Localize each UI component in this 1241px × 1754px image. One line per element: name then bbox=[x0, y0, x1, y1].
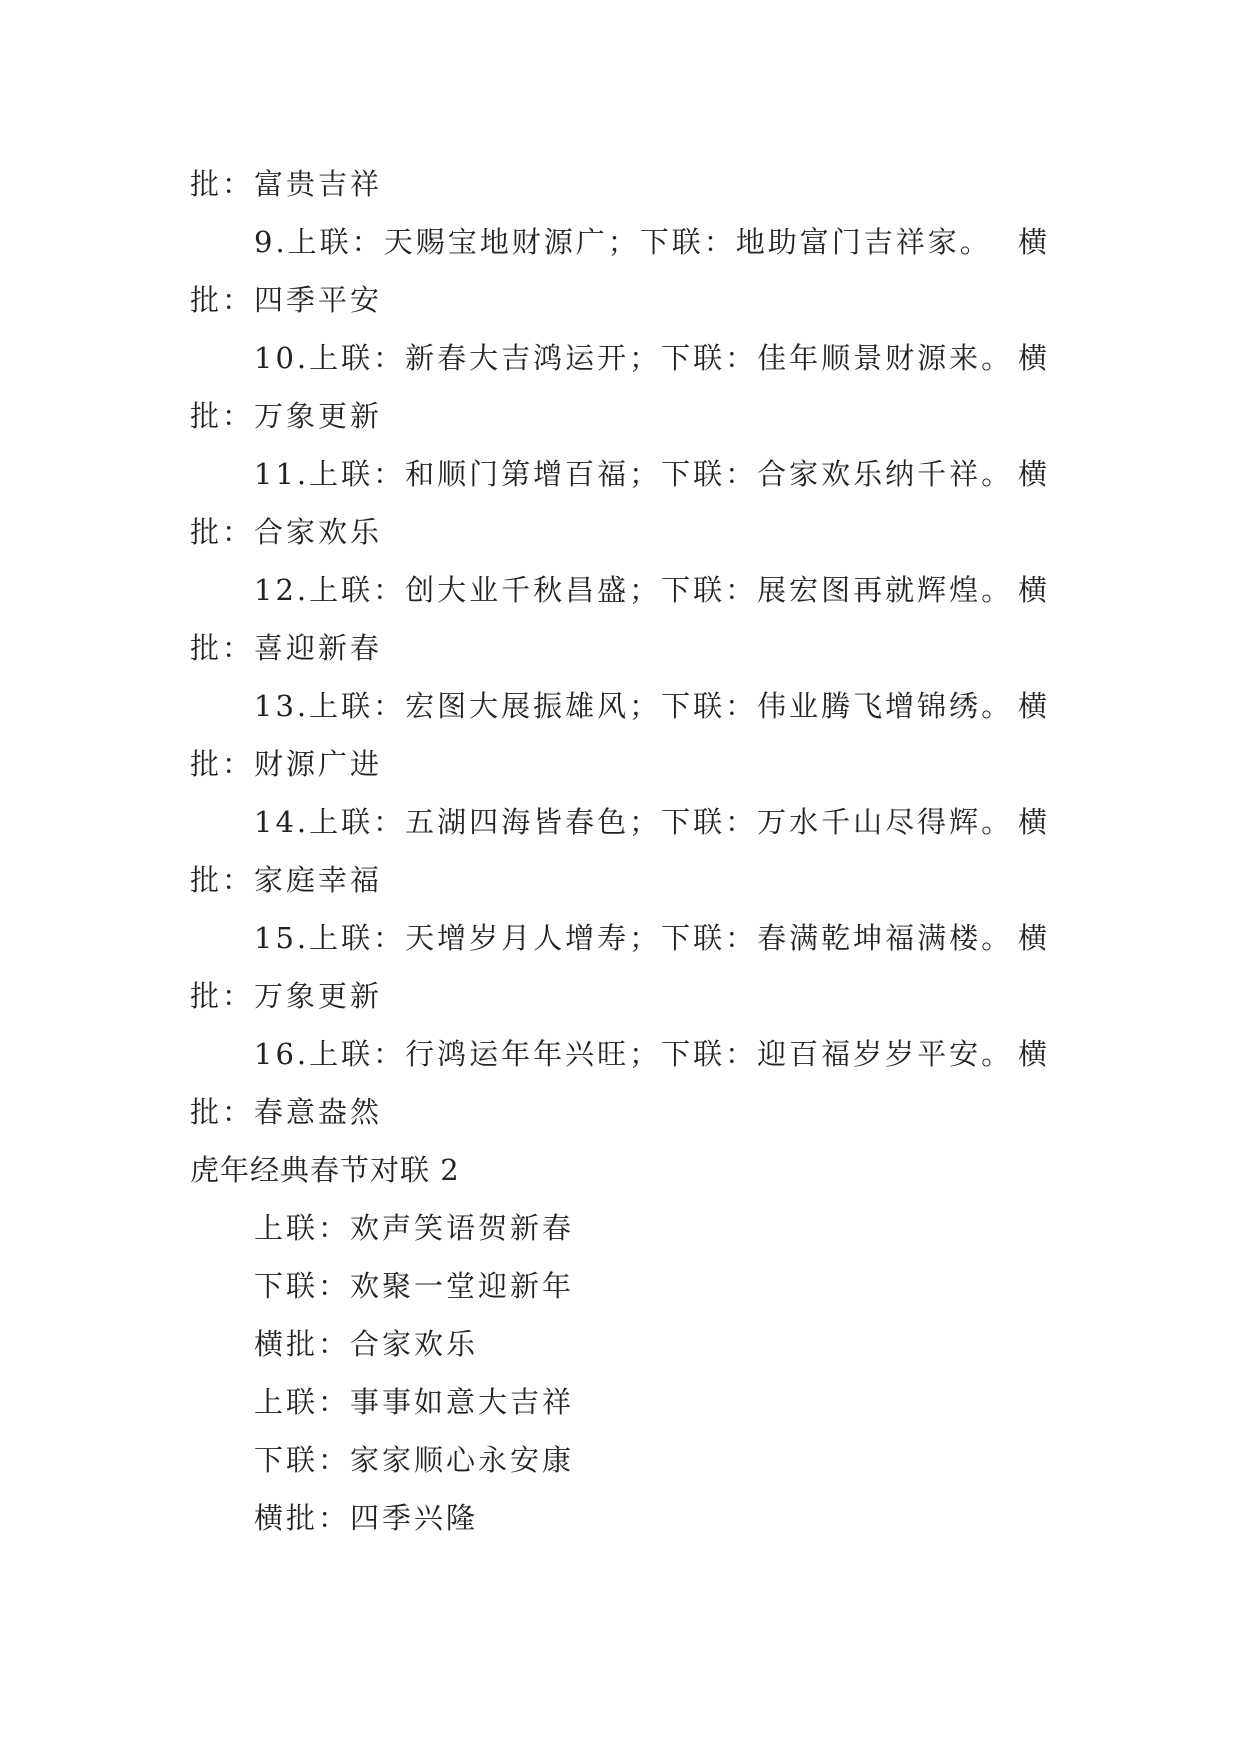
couplet-text bbox=[254, 445, 1013, 503]
couplet-main-line bbox=[190, 445, 1050, 503]
couplet-entry bbox=[190, 1025, 1050, 1141]
couplet-heng-tail: 横 bbox=[1017, 341, 1050, 375]
couplet-xia: 伟业腾飞增锦绣。 bbox=[757, 689, 1014, 723]
couplet-num: 9. bbox=[254, 225, 288, 259]
couplet-xia: 佳年顺景财源来。 bbox=[757, 341, 1014, 375]
section-lines bbox=[190, 1199, 1050, 1547]
couplet-heng-tail: 横 bbox=[1017, 689, 1050, 723]
couplet-shang: 天赐宝地财源广； bbox=[383, 225, 640, 259]
couplet-text bbox=[254, 793, 1013, 851]
couplet-heng-continuation: 批：四季平安 bbox=[190, 283, 383, 317]
couplet-shang: 五湖四海皆春色； bbox=[405, 805, 662, 839]
couplet-heng-continuation: 批：合家欢乐 bbox=[190, 515, 383, 549]
couplet-xia: 合家欢乐纳千祥。 bbox=[757, 457, 1014, 491]
couplet-shang-label: 上联： bbox=[309, 1037, 406, 1071]
couplet-heng-continuation: 批：万象更新 bbox=[190, 399, 383, 433]
section-line: 下联：欢聚一堂迎新年 bbox=[254, 1269, 575, 1303]
couplet-shang-label: 上联： bbox=[309, 341, 406, 375]
couplet-entry bbox=[190, 213, 1050, 329]
couplet-heng-continuation: 批：喜迎新春 bbox=[190, 631, 383, 665]
couplet-xia: 万水千山尽得辉。 bbox=[757, 805, 1014, 839]
couplet-heng-tail: 横 bbox=[1017, 457, 1050, 491]
couplet-main-line bbox=[190, 793, 1050, 851]
couplet-xia-label: 下联： bbox=[639, 225, 736, 259]
couplet-xia-label: 下联： bbox=[661, 1037, 758, 1071]
couplet-num: 16. bbox=[254, 1037, 310, 1071]
couplet-xia-label: 下联： bbox=[661, 573, 758, 607]
couplet-xia-label: 下联： bbox=[661, 805, 758, 839]
section-heading: 虎年经典春节对联 2 bbox=[190, 1153, 460, 1187]
couplet-main-line bbox=[190, 1025, 1050, 1083]
document-page bbox=[190, 155, 1050, 1547]
couplet-heng-continuation: 批：春意盎然 bbox=[190, 1095, 383, 1129]
couplet-shang: 天增岁月人增寿； bbox=[405, 921, 662, 955]
couplet-shang: 宏图大展振雄风； bbox=[405, 689, 662, 723]
couplet-heng-tail: 横 bbox=[1017, 1037, 1050, 1071]
continuation-line: 批：富贵吉祥 bbox=[190, 167, 383, 201]
couplet-shang-label: 上联： bbox=[309, 573, 406, 607]
couplet-shang-label: 上联： bbox=[309, 689, 406, 723]
couplet-entry bbox=[190, 561, 1050, 677]
couplet-num: 15. bbox=[254, 921, 310, 955]
couplet-entry bbox=[190, 793, 1050, 909]
couplet-heng-continuation: 批：家庭幸福 bbox=[190, 863, 383, 897]
couplet-shang-label: 上联： bbox=[309, 805, 406, 839]
couplet-shang: 新春大吉鸿运开； bbox=[405, 341, 662, 375]
section-line: 上联：欢声笑语贺新春 bbox=[254, 1211, 575, 1245]
couplet-shang: 和顺门第增百福； bbox=[405, 457, 662, 491]
couplet-num: 10. bbox=[254, 341, 310, 375]
couplet-heng-tail: 横 bbox=[1017, 225, 1050, 259]
couplet-heng-tail: 横 bbox=[1017, 573, 1050, 607]
section-line: 横批：合家欢乐 bbox=[254, 1327, 479, 1361]
couplet-xia-label: 下联： bbox=[661, 457, 758, 491]
couplet-main-line bbox=[190, 909, 1050, 967]
couplet-shang: 创大业千秋昌盛； bbox=[405, 573, 662, 607]
section-line: 上联：事事如意大吉祥 bbox=[254, 1385, 575, 1419]
couplet-heng-tail: 横 bbox=[1017, 921, 1050, 955]
couplet-shang-label: 上联： bbox=[309, 921, 406, 955]
couplet-xia: 迎百福岁岁平安。 bbox=[757, 1037, 1014, 1071]
couplet-xia: 地助富门吉祥家。 bbox=[735, 225, 992, 259]
section-line: 横批：四季兴隆 bbox=[254, 1501, 479, 1535]
couplet-entry bbox=[190, 329, 1050, 445]
couplet-entry bbox=[190, 445, 1050, 561]
couplet-num: 14. bbox=[254, 805, 310, 839]
couplet-num: 13. bbox=[254, 689, 310, 723]
couplet-entry bbox=[190, 909, 1050, 1025]
couplet-xia: 展宏图再就辉煌。 bbox=[757, 573, 1014, 607]
couplet-main-line bbox=[190, 677, 1050, 735]
couplet-heng-continuation: 批：万象更新 bbox=[190, 979, 383, 1013]
couplet-text bbox=[254, 677, 1013, 735]
couplet-xia-label: 下联： bbox=[661, 341, 758, 375]
couplet-text bbox=[254, 909, 1013, 967]
couplet-shang-label: 上联： bbox=[309, 457, 406, 491]
couplet-heng-continuation: 批：财源广进 bbox=[190, 747, 383, 781]
couplet-xia-label: 下联： bbox=[661, 689, 758, 723]
couplet-main-line bbox=[190, 213, 1050, 271]
couplet-list bbox=[190, 213, 1050, 1141]
couplet-xia-label: 下联： bbox=[661, 921, 758, 955]
couplet-heng-tail: 横 bbox=[1017, 805, 1050, 839]
couplet-text bbox=[254, 561, 1013, 619]
couplet-text bbox=[254, 1025, 1013, 1083]
couplet-main-line bbox=[190, 329, 1050, 387]
couplet-shang-label: 上联： bbox=[287, 225, 384, 259]
couplet-main-line bbox=[190, 561, 1050, 619]
couplet-num: 11. bbox=[254, 457, 310, 491]
couplet-text bbox=[254, 329, 1013, 387]
couplet-shang: 行鸿运年年兴旺； bbox=[405, 1037, 662, 1071]
couplet-text bbox=[254, 213, 992, 271]
couplet-num: 12. bbox=[254, 573, 310, 607]
section-line: 下联：家家顺心永安康 bbox=[254, 1443, 575, 1477]
couplet-xia: 春满乾坤福满楼。 bbox=[757, 921, 1014, 955]
couplet-entry bbox=[190, 677, 1050, 793]
